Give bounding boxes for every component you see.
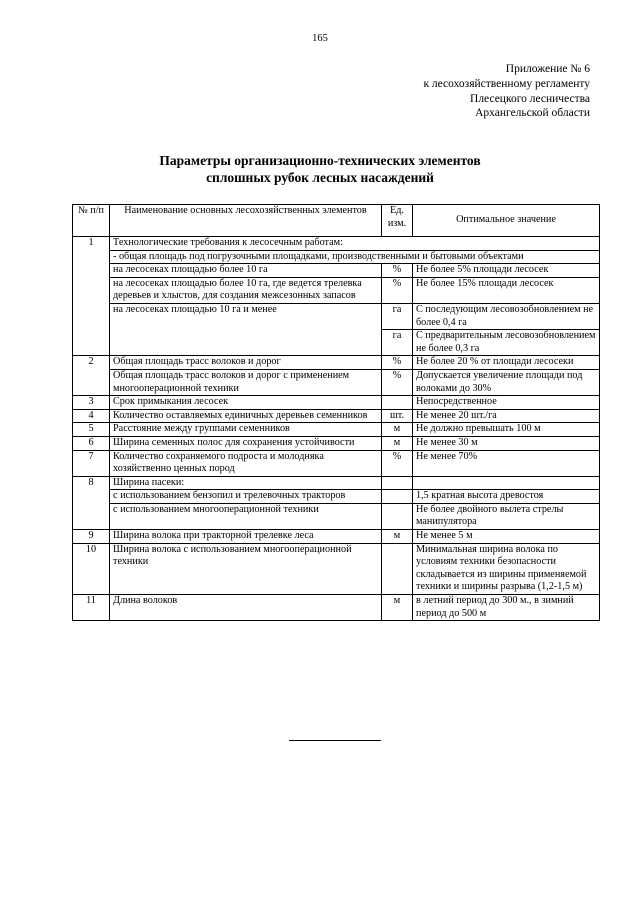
row-num: 9 bbox=[73, 530, 110, 544]
table-header-row bbox=[73, 205, 600, 237]
row-name: на лесосеках площадью более 10 га bbox=[110, 264, 382, 278]
row-num: 3 bbox=[73, 396, 110, 410]
document-title bbox=[0, 152, 640, 186]
row-name: Общая площадь трасс волоков и дорог с применением многооперационной техники bbox=[110, 369, 382, 395]
row-unit: м bbox=[382, 530, 413, 544]
row-name: Количество сохраняемого подроста и молодняка хозяйственно ценных пород bbox=[110, 450, 382, 476]
parameters-table bbox=[72, 204, 600, 621]
table-row bbox=[73, 595, 600, 621]
row-unit: % bbox=[382, 450, 413, 476]
row-name: Ширина волока при тракторной трелевке леса bbox=[110, 530, 382, 544]
header-name: Наименование основных лесохозяйственных элементов bbox=[110, 205, 382, 237]
table-row bbox=[73, 409, 600, 423]
row-value: Не более 5% площади лесосек bbox=[413, 264, 600, 278]
row-num: 1 bbox=[73, 237, 110, 356]
row-value: Не более двойного вылета стрелы манипулятора bbox=[413, 503, 600, 529]
signature-line bbox=[289, 740, 381, 741]
row-num: 5 bbox=[73, 423, 110, 437]
row-value: Не должно превышать 100 м bbox=[413, 423, 600, 437]
row-value: Не менее 70% bbox=[413, 450, 600, 476]
table-row bbox=[73, 543, 600, 594]
row-unit: м bbox=[382, 436, 413, 450]
header-num: № п/п bbox=[73, 205, 110, 237]
row-value: С последующим лесовозобновлением не более 0,4 га bbox=[413, 303, 600, 329]
table-row bbox=[73, 303, 600, 329]
row-unit: га bbox=[382, 330, 413, 356]
table-row bbox=[73, 490, 600, 504]
table-row bbox=[73, 237, 600, 251]
row-unit: % bbox=[382, 356, 413, 370]
header-unit: Ед. изм. bbox=[382, 205, 413, 237]
row-value: Не более 15% площади лесосек bbox=[413, 277, 600, 303]
row-value: Не более 20 % от площади лесосеки bbox=[413, 356, 600, 370]
appendix-line-2: к лесохозяйственному регламенту bbox=[423, 77, 590, 90]
row-name: Ширина волока с использованием многооперационной техники bbox=[110, 543, 382, 594]
row-unit bbox=[382, 396, 413, 410]
table-row bbox=[73, 396, 600, 410]
appendix-line-1: Приложение № 6 bbox=[505, 63, 590, 75]
row-unit: шт. bbox=[382, 409, 413, 423]
title-line-1: Параметры организационно-технических элементов bbox=[159, 153, 481, 168]
row-value: Не менее 20 шт./га bbox=[413, 409, 600, 423]
page-number: 165 bbox=[312, 33, 328, 44]
row-value: Не менее 5 м bbox=[413, 530, 600, 544]
row-unit bbox=[382, 476, 413, 490]
appendix-line-3: Плесецкого лесничества bbox=[470, 92, 590, 105]
header-value: Оптимальное значение bbox=[413, 205, 600, 237]
row-num: 7 bbox=[73, 450, 110, 476]
table-row bbox=[73, 250, 600, 264]
row-value: 1,5 кратная высота древостоя bbox=[413, 490, 600, 504]
table-row bbox=[73, 450, 600, 476]
row-num: 11 bbox=[73, 595, 110, 621]
row-unit bbox=[382, 543, 413, 594]
row-value: в летний период до 300 м., в зимний период до 500 м bbox=[413, 595, 600, 621]
table-row bbox=[73, 264, 600, 278]
table-row bbox=[73, 356, 600, 370]
row-name: Общая площадь трасс волоков и дорог bbox=[110, 356, 382, 370]
row-unit: м bbox=[382, 423, 413, 437]
row-value: Допускается увеличение площади под волоками до 30% bbox=[413, 369, 600, 395]
table-row bbox=[73, 476, 600, 490]
row-value: Не менее 30 м bbox=[413, 436, 600, 450]
row-name: на лесосеках площадью более 10 га, где ведется трелевка деревьев и хлыстов, для создания межсезонных запасов bbox=[110, 277, 382, 303]
row-name: с использованием бензопил и трелевочных тракторов bbox=[110, 490, 382, 504]
row-name: с использованием многооперационной техники bbox=[110, 503, 382, 529]
row-unit: % bbox=[382, 264, 413, 278]
table-row bbox=[73, 277, 600, 303]
row-unit: % bbox=[382, 277, 413, 303]
row-name: - общая площадь под погрузочными площадками, производственными и бытовыми объектами bbox=[110, 250, 600, 264]
appendix-header bbox=[380, 62, 590, 121]
row-value: С предварительным лесовозобновлением не более 0,3 га bbox=[413, 330, 600, 356]
table-row bbox=[73, 369, 600, 395]
row-name: на лесосеках площадью 10 га и менее bbox=[110, 303, 382, 355]
row-unit: % bbox=[382, 369, 413, 395]
row-num: 10 bbox=[73, 543, 110, 594]
row-unit bbox=[382, 503, 413, 529]
table-row bbox=[73, 423, 600, 437]
row-unit: га bbox=[382, 303, 413, 329]
row-num: 6 bbox=[73, 436, 110, 450]
row-name: Длина волоков bbox=[110, 595, 382, 621]
row-value: Непосредственное bbox=[413, 396, 600, 410]
row-unit: м bbox=[382, 595, 413, 621]
row-name: Технологические требования к лесосечным работам: bbox=[110, 237, 600, 251]
row-value: Минимальная ширина волока по условиям техники безопасности складывается из ширины применяемой техники и ширины разрыва (1,2-1,5 м) bbox=[413, 543, 600, 594]
row-value bbox=[413, 476, 600, 490]
row-num: 8 bbox=[73, 476, 110, 529]
row-name: Срок примыкания лесосек bbox=[110, 396, 382, 410]
row-name: Ширина семенных полос для сохранения устойчивости bbox=[110, 436, 382, 450]
table-row bbox=[73, 530, 600, 544]
row-name: Расстояние между группами семенников bbox=[110, 423, 382, 437]
row-num: 4 bbox=[73, 409, 110, 423]
row-name: Количество оставляемых единичных деревьев семенников bbox=[110, 409, 382, 423]
table-row bbox=[73, 503, 600, 529]
appendix-line-4: Архангельской области bbox=[475, 107, 590, 120]
row-name: Ширина пасеки: bbox=[110, 476, 382, 490]
row-num: 2 bbox=[73, 356, 110, 396]
table-row bbox=[73, 436, 600, 450]
title-line-2: сплошных рубок лесных насаждений bbox=[206, 170, 434, 185]
row-unit bbox=[382, 490, 413, 504]
